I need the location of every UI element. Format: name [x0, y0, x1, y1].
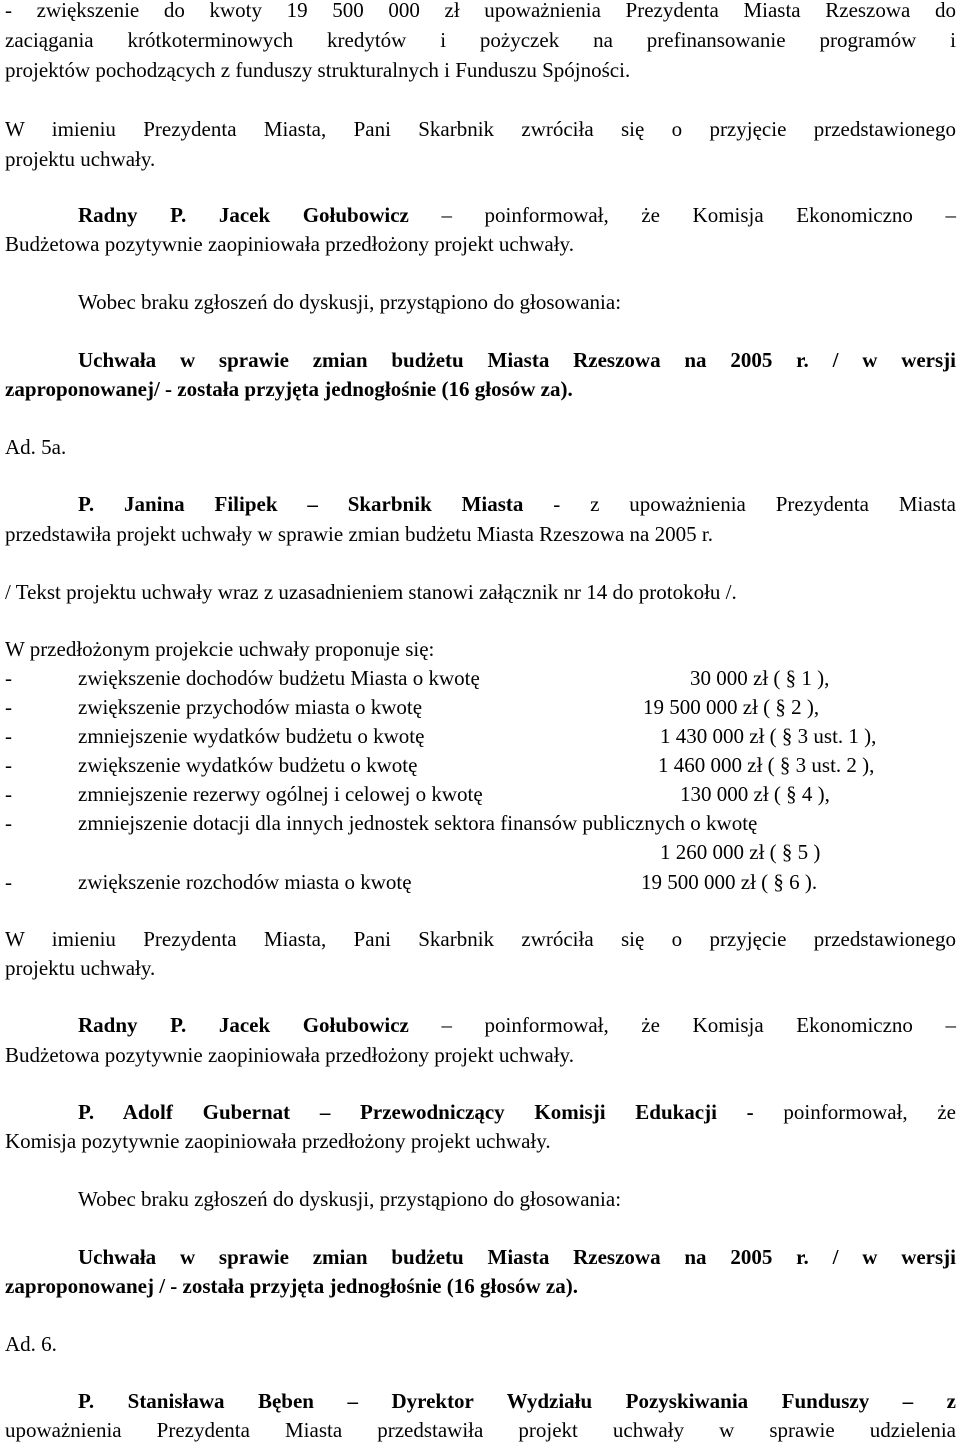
list-item-text: zwiększenie przychodów miasta o kwotę	[78, 695, 423, 719]
list-item-text: zmniejszenie dotacji dla innych jednostek sektora finansów publicznych o kwotę	[78, 811, 758, 835]
list-item-text: zwiększenie wydatków budżetu o kwotę	[78, 753, 418, 777]
list-item-value: 1 260 000 zł ( § 5 )	[660, 840, 821, 864]
list-item-value: 1 430 000 zł ( § 3 ust. 1 ),	[660, 724, 877, 748]
speaker-line: P. Stanisława Bęben – Dyrektor Wydziału Pozyskiwania Funduszy – z	[78, 1389, 956, 1413]
text-line: Wobec braku zgłoszeń do dyskusji, przystąpiono do głosowania:	[78, 290, 622, 314]
list-item-text: zmniejszenie rezerwy ogólnej i celowej o kwotę	[78, 782, 483, 806]
speaker-line	[78, 494, 956, 515]
text-line: przedstawiła projekt uchwały w sprawie zmian budżetu Miasta Rzeszowa na 2005 r.	[5, 522, 713, 546]
list-dash: -	[5, 782, 12, 806]
section-heading: Ad. 5a.	[5, 435, 67, 459]
text-span: – poinformował, że Komisja Ekonomiczno –	[408, 203, 956, 227]
text-line: projektu uchwały.	[5, 956, 156, 980]
speaker-name: Radny P. Jacek Gołubowicz	[78, 1013, 409, 1037]
resolution-line: zaproponowanej/ - została przyjęta jednogłośnie (16 głosów za).	[5, 377, 573, 401]
list-item-value: 1 460 000 zł ( § 3 ust. 2 ),	[658, 753, 875, 777]
speaker-name: Radny P. Jacek Gołubowicz	[78, 203, 409, 227]
text-line: upoważnienia Prezydenta Miasta przedstawiła projekt uchwały w sprawie udzielenia	[5, 1418, 956, 1442]
text-span: poinformował, że	[753, 1100, 956, 1124]
resolution-line: Uchwała w sprawie zmian budżetu Miasta Rzeszowa na 2005 r. / w wersji	[78, 1245, 956, 1269]
text-line: - zwiększenie do kwoty 19 500 000 zł upoważnienia Prezydenta Miasta Rzeszowa do	[5, 0, 956, 22]
list-dash: -	[5, 870, 12, 894]
list-item-value: 19 500 000 zł ( § 2 ),	[643, 695, 820, 719]
list-item-text: zmniejszenie wydatków budżetu o kwotę	[78, 724, 425, 748]
list-item-value: 19 500 000 zł ( § 6 ).	[641, 870, 818, 894]
resolution-line: zaproponowanej / - została przyjęta jednogłośnie (16 głosów za).	[5, 1274, 578, 1298]
text-span: - z upoważnienia Prezydenta Miasta	[523, 492, 956, 516]
text-line: / Tekst projektu uchwały wraz z uzasadnieniem stanowi załącznik nr 14 do protokołu /.	[5, 580, 737, 604]
list-dash: -	[5, 753, 12, 777]
list-item-value: 130 000 zł ( § 4 ),	[680, 782, 830, 806]
text-line: W imieniu Prezydenta Miasta, Pani Skarbnik zwróciła się o przyjęcie przedstawionego	[5, 117, 956, 141]
resolution-line: Uchwała w sprawie zmian budżetu Miasta Rzeszowa na 2005 r. / w wersji	[78, 348, 956, 372]
text-line: projektów pochodzących z funduszy strukturalnych i Funduszu Spójności.	[5, 58, 631, 82]
speaker-name: P. Adolf Gubernat – Przewodniczący Komisji Edukacji -	[78, 1100, 754, 1124]
list-dash: -	[5, 695, 12, 719]
text-line: Komisja pozytywnie zaopiniowała przedłożony projekt uchwały.	[5, 1129, 551, 1153]
text-line: projektu uchwały.	[5, 147, 156, 171]
text-line: Wobec braku zgłoszeń do dyskusji, przystąpiono do głosowania:	[78, 1187, 622, 1211]
text-line: zaciągania krótkoterminowych kredytów i pożyczek na prefinansowanie programów i	[5, 28, 956, 52]
list-dash: -	[5, 811, 12, 835]
list-item-value: 30 000 zł ( § 1 ),	[690, 666, 830, 690]
text-line: W imieniu Prezydenta Miasta, Pani Skarbnik zwróciła się o przyjęcie przedstawionego	[5, 927, 956, 951]
list-item-text: zwiększenie rozchodów miasta o kwotę	[78, 870, 412, 894]
text-span: – poinformował, że Komisja Ekonomiczno –	[408, 1013, 956, 1037]
list-dash: -	[5, 724, 12, 748]
speaker-line	[78, 1102, 956, 1123]
text-line: Budżetowa pozytywnie zaopiniowała przedłożony projekt uchwały.	[5, 1043, 574, 1067]
section-heading: Ad. 6.	[5, 1332, 57, 1356]
speaker-line	[78, 205, 956, 226]
speaker-name: P. Janina Filipek – Skarbnik Miasta	[78, 492, 524, 516]
speaker-line	[78, 1015, 956, 1036]
text-line: Budżetowa pozytywnie zaopiniowała przedłożony projekt uchwały.	[5, 232, 574, 256]
list-item-text: zwiększenie dochodów budżetu Miasta o kwotę	[78, 666, 480, 690]
list-dash: -	[5, 666, 12, 690]
text-line: W przedłożonym projekcie uchwały proponuje się:	[5, 637, 435, 661]
